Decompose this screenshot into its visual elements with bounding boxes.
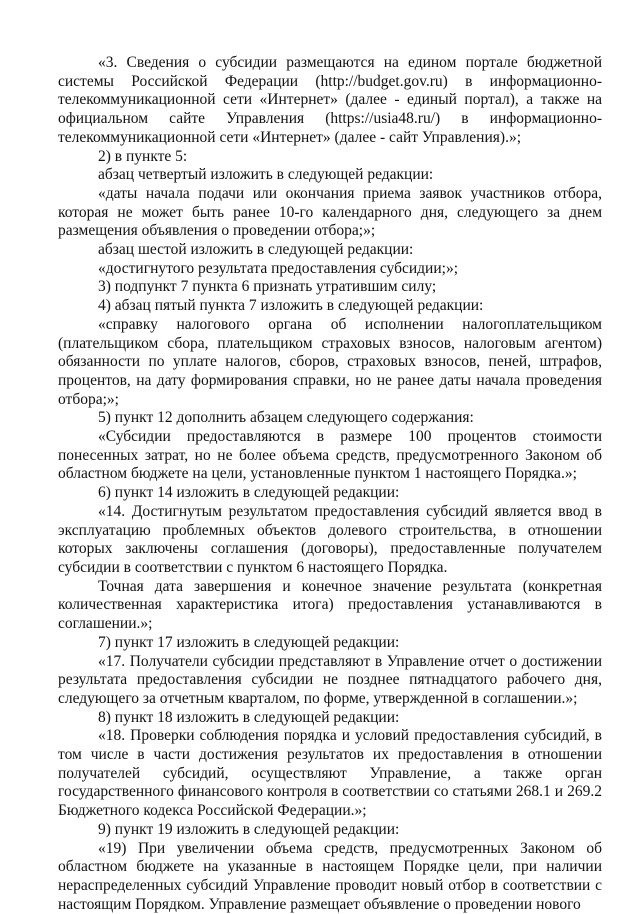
paragraph-item-4: 4) абзац пятый пункта 7 изложить в следующей редакции: bbox=[98, 297, 484, 315]
paragraph-item-4-text: «справку налогового органа об исполнении налогоплательщиком (плательщиком сбора, плательщиком страховых взносов, налоговым агентом) обязанности по уплате налогов, сборов, страховых взносов, пеней, штрафов, процентов, на дату формирования справки, но не ранее даты начала проведения отбора;»; bbox=[58, 315, 602, 408]
paragraph-item-8: 8) пункт 18 изложить в следующей редакции: bbox=[98, 708, 400, 726]
paragraph-item-3: 3) подпункт 7 пункта 6 признать утратившим силу; bbox=[98, 278, 437, 296]
paragraph-item-5: 5) пункт 12 дополнить абзацем следующего содержания: bbox=[98, 409, 474, 427]
paragraph-item-6: 6) пункт 14 изложить в следующей редакции: bbox=[98, 484, 400, 502]
paragraph-clause-3: «3. Сведения о субсидии размещаются на едином портале бюджетной системы Российской Федерации (http://budget.gov.ru) в информационно-телекоммуникационной сети «Интернет» (далее - единый портал), а также на официальном сайте Управления (https://usia48.ru/) в информационно-телекоммуникационной сети «Интернет» (далее - сайт Управления).»; bbox=[58, 54, 602, 146]
paragraph-item-2: 2) в пункте 5: bbox=[98, 147, 188, 165]
paragraph-item-7: 7) пункт 17 изложить в следующей редакции: bbox=[98, 633, 400, 651]
paragraph-fourth-indent: абзац четвертый изложить в следующей редакции: bbox=[98, 166, 434, 184]
paragraph-fourth-indent-text: «даты начала подачи или окончания приема заявок участников отбора, которая не может быть ранее 10-го календарного дня, следующего за днем размещения объявления о проведении отбора;»; bbox=[58, 184, 602, 240]
paragraph-clause-14: «14. Достигнутым результатом предоставления субсидий является ввод в эксплуатацию проблемных объектов долевого строительства, в отношении которых заключены соглашения (договоры), предоставленные получателем субсидии в соответствии с пунктом 6 настоящего Порядка. bbox=[58, 502, 602, 576]
paragraph-item-5-text: «Субсидии предоставляются в размере 100 процентов стоимости понесенных затрат, но не более объема средств, предусмотренного Законом об областном бюджете на цели, установленные пунктом 1 настоящего Порядка.»; bbox=[58, 428, 602, 483]
paragraph-clause-19: «19) При увеличении объема средств, предусмотренных Законом об областном бюджете на указанные в настоящем Порядке цели, при наличии нераспределенных субсидий Управление проводит новый отбор в соответствии с настоящим Порядком. Управление размещает объявление о проведении нового bbox=[58, 839, 602, 913]
paragraph-clause-18: «18. Проверки соблюдения порядка и условий предоставления субсидий, в том числе в части достижения результатов их предоставления в отношении получателей субсидий, осуществляют Управление, а также орган государственного финансового контроля в соответствии со статьями 268.1 и 269.2 Бюджетного кодекса Российской Федерации.»; bbox=[58, 727, 602, 820]
paragraph-sixth-indent: абзац шестой изложить в следующей редакции: bbox=[98, 241, 414, 259]
paragraph-sixth-indent-text: «достигнутого результата предоставления субсидии;»; bbox=[98, 259, 459, 277]
paragraph-item-9: 9) пункт 19 изложить в следующей редакции: bbox=[98, 820, 400, 838]
paragraph-clause-14-result: Точная дата завершения и конечное значение результата (конкретная количественная характеристика итога) предоставления устанавливаются в соглашении.»; bbox=[58, 577, 602, 633]
paragraph-clause-17: «17. Получатели субсидии представляют в Управление отчет о достижении результата предоставления субсидии не позднее пятнадцатого рабочего дня, следующего за отчетным кварталом, по форме, утвержденной в соглашении.»; bbox=[58, 652, 602, 707]
